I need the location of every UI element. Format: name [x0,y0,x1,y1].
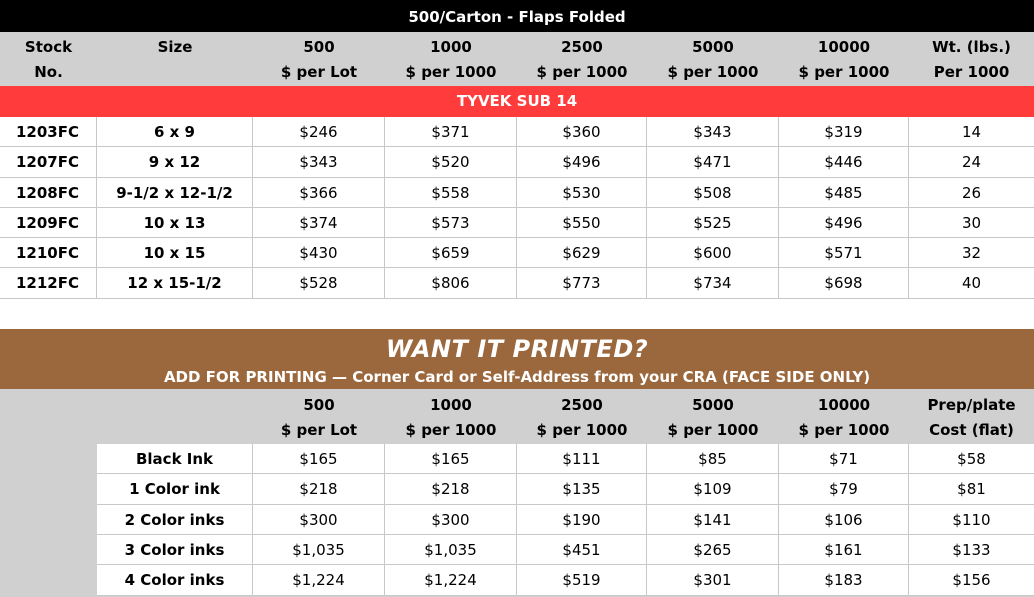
stock-number: 1209FC [0,208,97,238]
price-10000: $446 [779,147,909,177]
stock-number: 1207FC [0,147,97,177]
table-title: 500/Carton - Flaps Folded [0,0,1034,32]
price-500: $366 [253,178,385,208]
table-row [0,474,1034,504]
price-500: $528 [253,268,385,298]
print-price-500: $1,035 [253,535,385,565]
size: 10 x 13 [97,208,253,238]
price-10000: $319 [779,117,909,147]
price-10000: $571 [779,238,909,268]
header-5000: 5000 $ per 1000 [667,38,759,81]
print-price-10000: $106 [779,505,909,535]
price-10000: $496 [779,208,909,238]
price-2500: $550 [517,208,647,238]
section-spacer [0,299,1034,329]
price-1000: $659 [385,238,517,268]
price-5000: $508 [647,178,779,208]
size: 10 x 15 [97,238,253,268]
size: 9-1/2 x 12-1/2 [97,178,253,208]
product-rows [0,117,1034,299]
size: 6 x 9 [97,117,253,147]
ink-label: Black Ink [97,444,253,474]
price-5000: $600 [647,238,779,268]
table-row [0,117,1034,147]
header-10000: 10000 $ per 1000 [798,38,890,81]
printing-title: WANT IT PRINTED? [385,334,649,363]
prep-cost: $156 [909,565,1034,595]
table-row [0,208,1034,238]
print-price-2500: $135 [517,474,647,504]
table-row [0,535,1034,565]
print-price-500: $300 [253,505,385,535]
print-price-1000: $1,035 [385,535,517,565]
print-price-2500: $111 [517,444,647,474]
price-5000: $343 [647,117,779,147]
print-header-5000: 5000 $ per 1000 [667,395,759,439]
printing-subtitle: ADD FOR PRINTING — Corner Card or Self-Address from your CRA (FACE SIDE ONLY) [163,367,871,386]
price-10000: $698 [779,268,909,298]
size: 12 x 15-1/2 [97,268,253,298]
weight: 24 [909,147,1034,177]
header-weight: Wt. (lbs.) Per 1000 [932,38,1011,81]
print-price-500: $218 [253,474,385,504]
print-price-1000: $1,224 [385,565,517,595]
print-price-5000: $265 [647,535,779,565]
print-price-5000: $141 [647,505,779,535]
print-price-1000: $218 [385,474,517,504]
prep-cost: $81 [909,474,1034,504]
prep-cost: $133 [909,535,1034,565]
print-price-10000: $161 [779,535,909,565]
print-price-1000: $165 [385,444,517,474]
stock-number: 1203FC [0,117,97,147]
price-1000: $806 [385,268,517,298]
price-500: $374 [253,208,385,238]
price-2500: $360 [517,117,647,147]
section-label: TYVEK SUB 14 [0,86,1034,117]
price-2500: $629 [517,238,647,268]
ink-label: 2 Color inks [97,505,253,535]
price-1000: $573 [385,208,517,238]
weight: 26 [909,178,1034,208]
table-row [0,178,1034,208]
printing-banner [0,329,1034,389]
price-2500: $496 [517,147,647,177]
weight: 32 [909,238,1034,268]
price-1000: $558 [385,178,517,208]
price-1000: $371 [385,117,517,147]
print-price-500: $165 [253,444,385,474]
header-stock: Stock No. [24,38,73,81]
table-row [0,444,1034,474]
print-price-500: $1,224 [253,565,385,595]
print-price-2500: $519 [517,565,647,595]
table-row [0,505,1034,535]
print-price-5000: $85 [647,444,779,474]
print-price-10000: $79 [779,474,909,504]
weight: 30 [909,208,1034,238]
price-10000: $485 [779,178,909,208]
header-1000: 1000 $ per 1000 [405,38,497,81]
header-500: 500 $ per Lot [280,38,358,81]
table-row [0,238,1034,268]
printing-table [0,389,1034,597]
header-2500: 2500 $ per 1000 [536,38,628,81]
print-header-1000: 1000 $ per 1000 [405,395,497,439]
ink-label: 1 Color ink [97,474,253,504]
print-header-prep: Prep/plate Cost (flat) [927,395,1016,439]
printing-header [0,389,1034,444]
print-header-10000: 10000 $ per 1000 [798,395,890,439]
header-size: Size [157,38,193,56]
ink-label: 4 Color inks [97,565,253,595]
weight: 14 [909,117,1034,147]
table-row [0,268,1034,298]
table-row [0,147,1034,177]
ink-label: 3 Color inks [97,535,253,565]
print-price-5000: $301 [647,565,779,595]
print-price-2500: $190 [517,505,647,535]
print-header-500: 500 $ per Lot [280,395,358,439]
price-500: $246 [253,117,385,147]
table-row [0,565,1034,595]
price-500: $430 [253,238,385,268]
prep-cost: $110 [909,505,1034,535]
print-price-10000: $183 [779,565,909,595]
print-price-1000: $300 [385,505,517,535]
weight: 40 [909,268,1034,298]
stock-number: 1212FC [0,268,97,298]
price-2500: $530 [517,178,647,208]
price-1000: $520 [385,147,517,177]
size: 9 x 12 [97,147,253,177]
print-price-5000: $109 [647,474,779,504]
stock-number: 1210FC [0,238,97,268]
print-price-2500: $451 [517,535,647,565]
price-5000: $525 [647,208,779,238]
print-header-2500: 2500 $ per 1000 [536,395,628,439]
price-500: $343 [253,147,385,177]
price-5000: $471 [647,147,779,177]
print-price-10000: $71 [779,444,909,474]
prep-cost: $58 [909,444,1034,474]
price-5000: $734 [647,268,779,298]
stock-number: 1208FC [0,178,97,208]
table-header [0,32,1034,86]
price-2500: $773 [517,268,647,298]
